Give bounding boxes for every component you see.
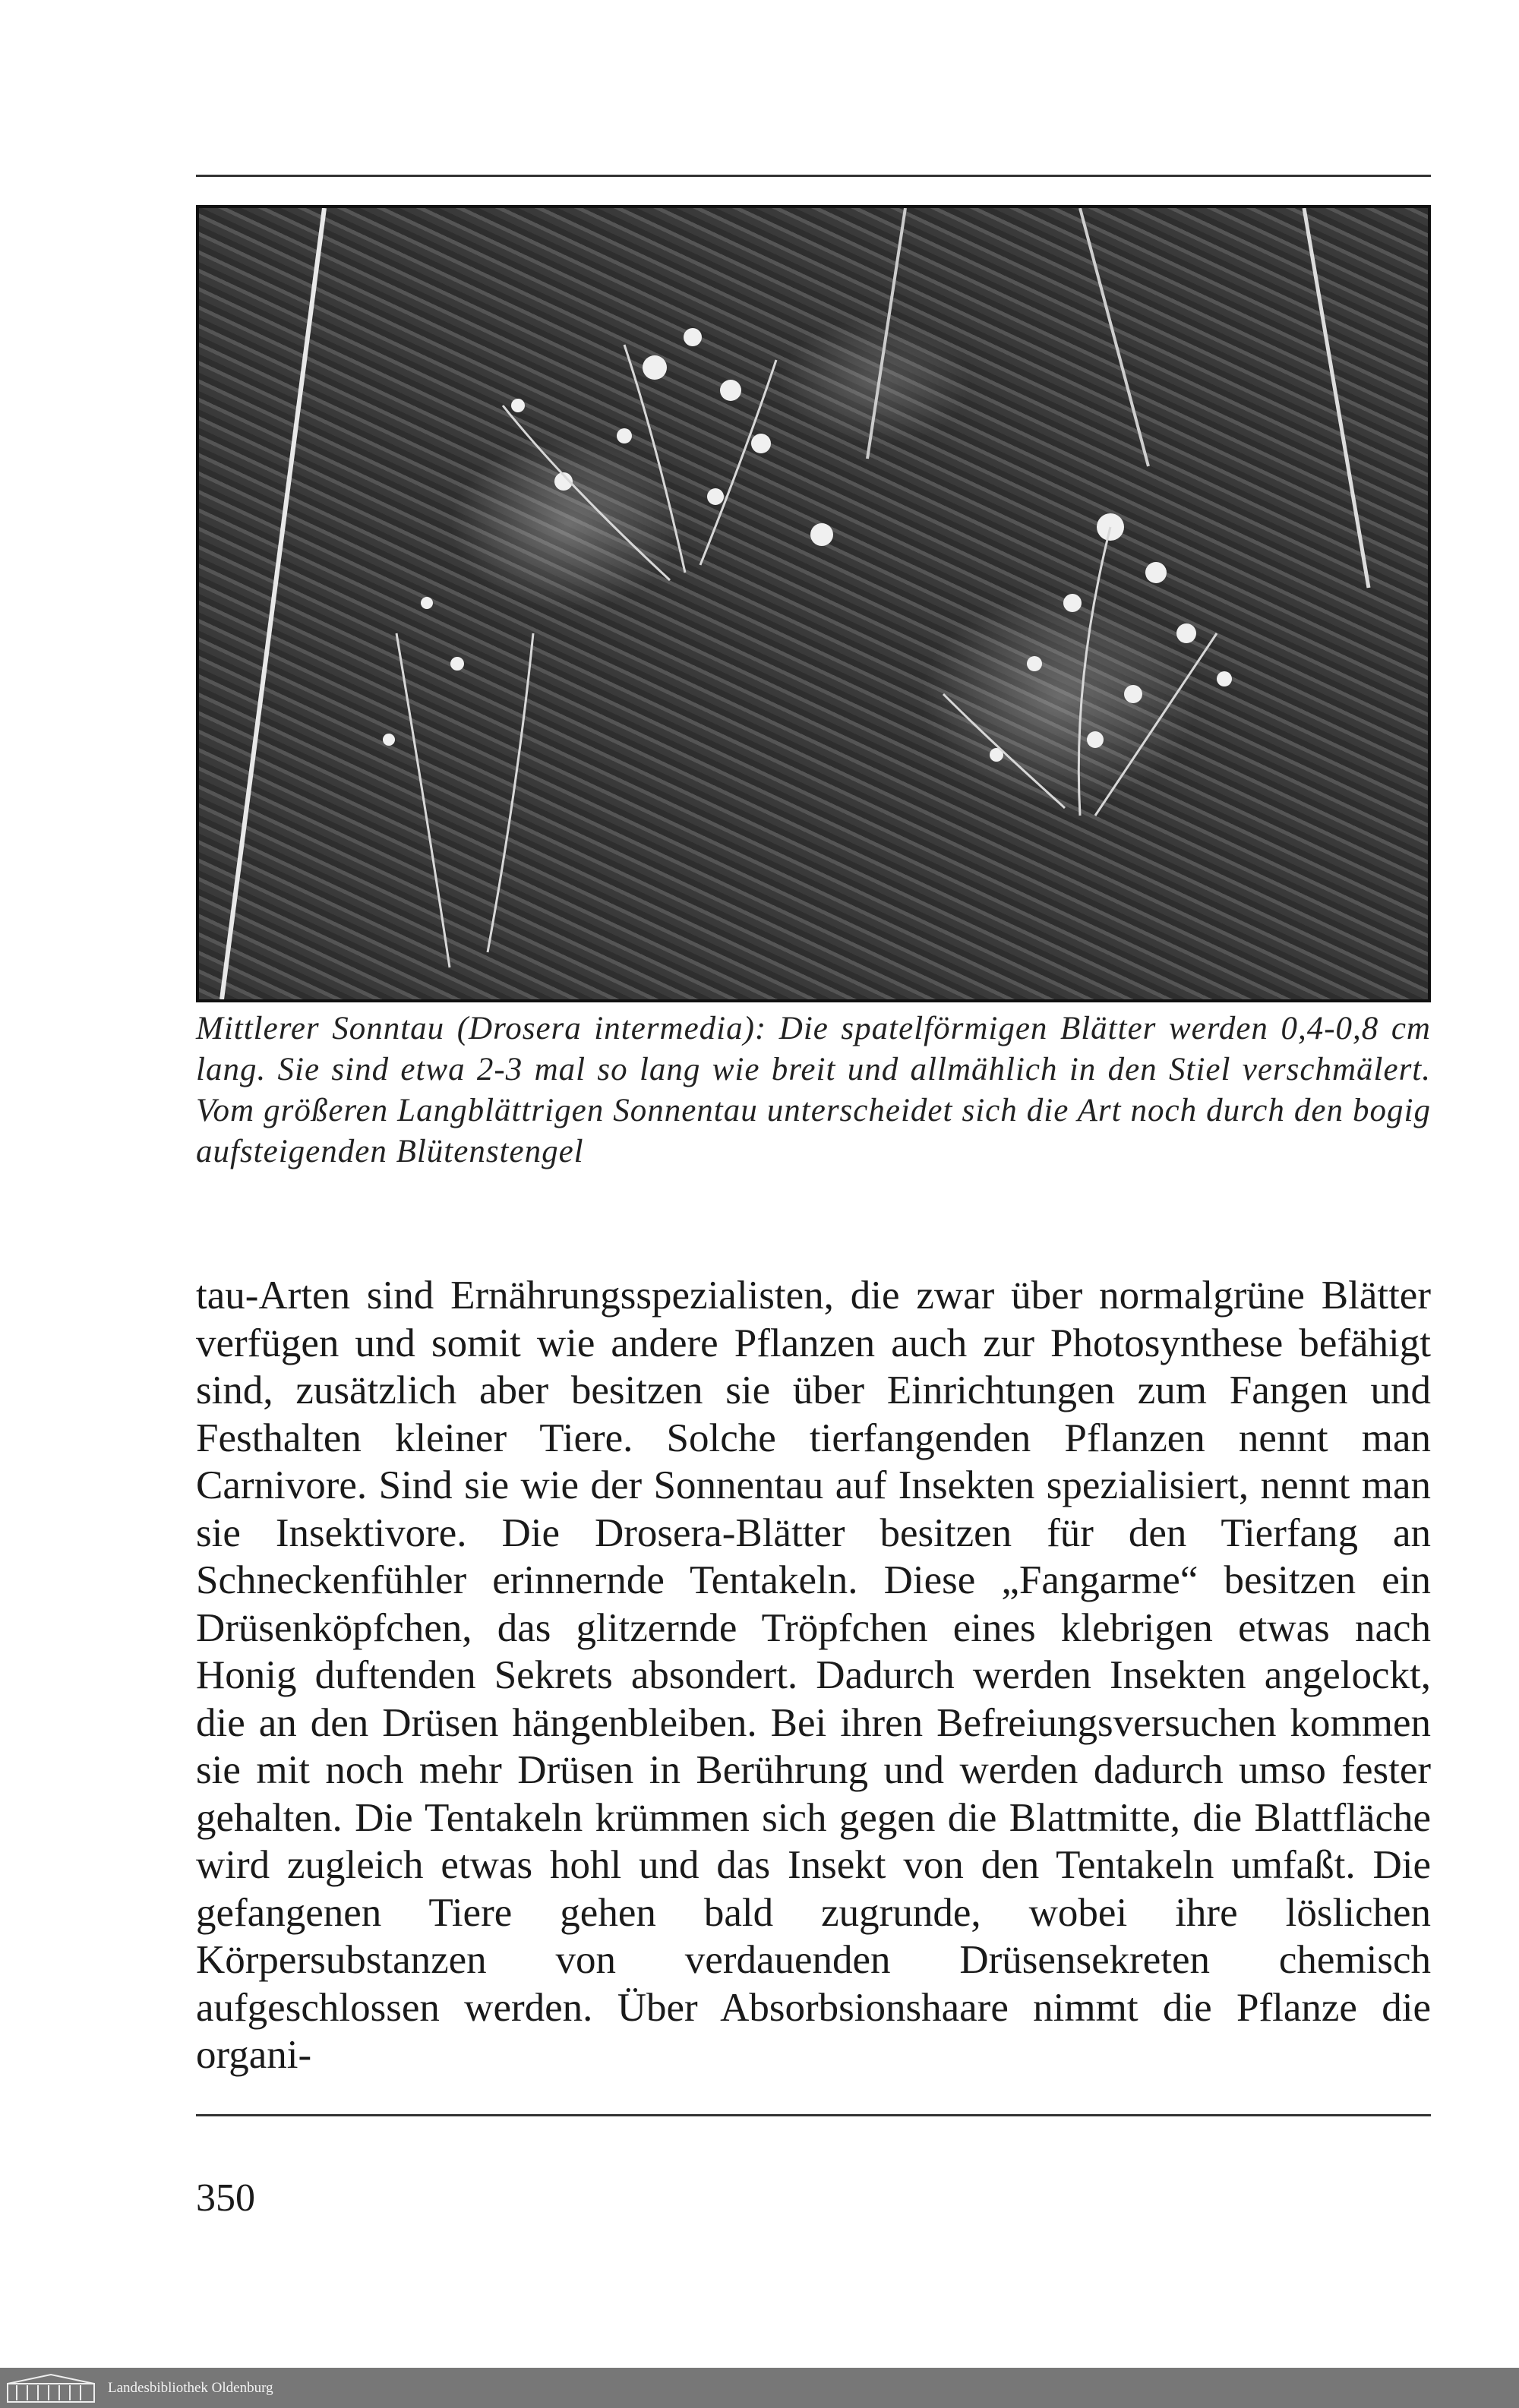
drosera-photo: [196, 205, 1431, 1002]
photo-illustration: [199, 208, 1428, 999]
top-rule: [196, 175, 1431, 177]
library-building-icon: [6, 2373, 96, 2403]
page-number: 350: [196, 2176, 255, 2220]
library-footer: [0, 2368, 1519, 2408]
library-name: Landesbibliothek Oldenburg: [108, 2379, 273, 2396]
figure-caption: Mittlerer Sonntau (Drosera intermedia): Die spatelförmigen Blätter werden 0,4-0,8 cm lang. Sie sind etwa 2-3 mal so lang wie breit und allmählich in den Stiel verschmälert. Vom größeren Langblättrigen Sonnentau unterscheidet sich die Art noch durch den bogig aufsteigenden Blütenstengel: [196, 1011, 1431, 1169]
bottom-rule: [196, 2114, 1431, 2116]
body-paragraph: tau-Arten sind Ernährungsspezialisten, die zwar über normalgrüne Blätter verfügen und somit wie andere Pflanzen auch zur Photosynthese befähigt sind, zusätzlich aber besitzen sie über Einrichtungen zum Fangen und Festhalten kleiner Tiere. Solche tierfangenden Pflanzen nennt man Carnivore. Sind sie wie der Sonnentau auf Insekten spezialisiert, nennt man sie Insektivore. Die Drosera-Blätter besitzen für den Tierfang an Schneckenfühler erinnernde Tentakeln. Diese „Fangarme“ besitzen ein Drüsenköpfchen, das glitzernde Tröpfchen eines klebrigen etwas nach Honig duftenden Sekrets absondert. Dadurch werden Insekten angelockt, die an den Drüsen hängenbleiben. Bei ihren Befreiungsversuchen kommen sie mit noch mehr Drüsen in Berührung und werden dadurch umso fester gehalten. Die Tentakeln krümmen sich gegen die Blattmitte, die Blattfläche wird zugleich etwas hohl und das Insekt von den Tentakeln umfaßt. Die gefangenen Tiere gehen bald zugrunde, wobei ihre löslichen Körpersubstanzen von verdauenden Drüsensekreten chemisch aufgeschlossen werden. Über Absorbsionshaare nimmt die Pflanze die organi-: [196, 1273, 1431, 2077]
